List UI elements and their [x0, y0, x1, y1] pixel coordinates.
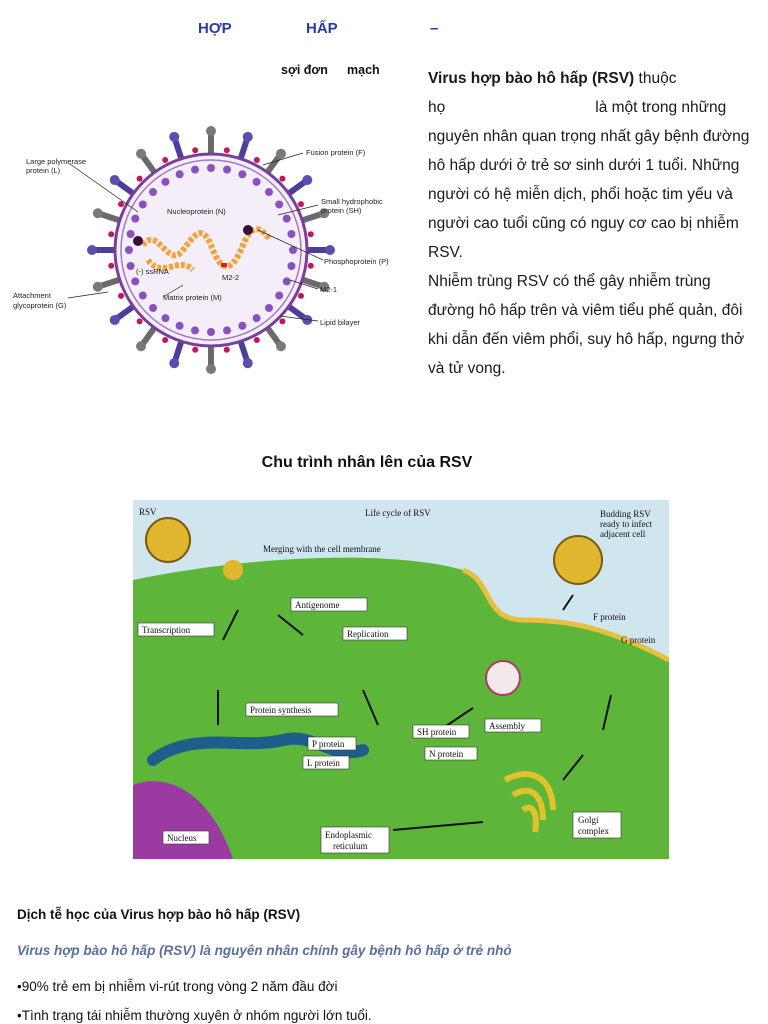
glycoprotein-spike: [267, 328, 279, 344]
label-large-polymerase: Large polymerase: [26, 157, 87, 166]
small-hydrophobic-protein: [254, 157, 260, 163]
matrix-protein-dot: [283, 277, 291, 285]
small-hydrophobic-protein: [108, 231, 114, 237]
matrix-protein-dot: [139, 200, 147, 208]
small-hydrophobic-protein: [118, 201, 124, 207]
rsv-structure-diagram: [8, 120, 398, 382]
glycoprotein-head: [206, 126, 216, 136]
small-hydrophobic-protein: [224, 147, 230, 153]
rsv-particle-left: [146, 518, 190, 562]
glycoprotein-spike: [289, 306, 305, 318]
epidemiology-title: Dịch tễ học của Virus hợp bào hô hấp (RSV): [17, 907, 301, 922]
matrix-protein-dot: [131, 277, 139, 285]
label-er-1: Endoplasmic: [325, 830, 372, 840]
matrix-protein-dot: [176, 322, 184, 330]
glycoprotein-head: [302, 175, 312, 185]
matrix-protein-dot: [176, 170, 184, 178]
label-matrix-protein: Matrix protein (M): [163, 293, 222, 302]
glycoprotein-spike: [143, 156, 155, 172]
label-sh-protein: SH protein: [417, 727, 457, 737]
merging-virion: [223, 560, 243, 580]
glycoprotein-head: [325, 245, 335, 255]
glycoprotein-head: [243, 132, 253, 142]
epidemiology-subtitle: Virus hợp bào hô hấp (RSV) là nguyên nhân chính gây bệnh hô hấp ở trẻ nhỏ: [17, 943, 512, 958]
polymerase-l-dot: [133, 236, 143, 246]
glycoprotein-spike: [101, 280, 120, 286]
intro-p1-rest: là một trong những nguyên nhân quan trọng nhất gây bệnh đường hô hấp dưới ở trẻ sơ sinh dưới 1 tuổi. Những người có hệ miễn dịch, phổi hoặc tim yếu và người cao tuổi cũng có nguy cơ cao bị nhiễm RSV.: [428, 99, 750, 261]
label-antigenome: Antigenome: [295, 600, 340, 610]
glycoprotein-head: [136, 149, 146, 159]
cycle-title: Chu trình nhân lên của RSV: [261, 454, 473, 471]
glycoprotein-head: [169, 358, 179, 368]
header-word-hop: HỢP: [198, 20, 232, 37]
matrix-protein-dot: [191, 166, 199, 174]
label-small-hydrophobic: Small hydrophobic: [321, 197, 383, 206]
label-transcription: Transcription: [142, 625, 191, 635]
intro-paragraph-2: Nhiễm trùng RSV có thể gây nhiễm trùng đường hô hấp trên và viêm tiểu phế quản, đôi khi dẫn đến viêm phổi, suy hô hấp, ngưng thở và tử vong.: [428, 273, 745, 377]
epidemiology-bullet: •Tình trạng tái nhiễm thường xuyên ở nhóm người lớn tuổi.: [17, 1008, 372, 1023]
label-nucleoprotein: Nucleoprotein (N): [167, 207, 226, 216]
label-assembly: Assembly: [489, 721, 525, 731]
label-n-protein: N protein: [429, 749, 464, 759]
matrix-protein-dot: [265, 188, 273, 196]
matrix-protein-dot: [238, 322, 246, 330]
label-attachment-2: glycoprotein (G): [13, 301, 67, 310]
label-p-protein: P protein: [312, 739, 345, 749]
small-hydrophobic-protein: [137, 176, 143, 182]
matrix-protein-dot: [223, 166, 231, 174]
label-large-polymerase-2: protein (L): [26, 166, 61, 175]
small-hydrophobic-protein: [279, 318, 285, 324]
intro-text: [428, 64, 758, 383]
small-hydrophobic-protein: [192, 147, 198, 153]
matrix-protein-dot: [238, 170, 246, 178]
glycoprotein-head: [110, 175, 120, 185]
label-replication: Replication: [347, 629, 389, 639]
label-golgi-2: complex: [578, 826, 609, 836]
small-hydrophobic-protein: [108, 263, 114, 269]
label-attachment: Attachment: [13, 291, 51, 300]
glycoprotein-head: [136, 341, 146, 351]
matrix-protein-dot: [265, 304, 273, 312]
glycoprotein-spike: [117, 306, 133, 318]
small-hydrophobic-protein: [298, 293, 304, 299]
glycoprotein-head: [276, 149, 286, 159]
small-hydrophobic-protein: [308, 263, 314, 269]
small-hydrophobic-protein: [279, 176, 285, 182]
glycoprotein-head: [169, 132, 179, 142]
assembly-virion: [486, 661, 520, 695]
phosphoprotein-dot: [243, 225, 253, 235]
subheader-soi-don: sợi đơn: [281, 63, 328, 77]
matrix-protein-dot: [275, 200, 283, 208]
glycoprotein-spike: [117, 182, 133, 194]
intro-bold-term: Virus hợp bào hô hấp (RSV): [428, 70, 635, 87]
label-budding-1: Budding RSV: [600, 509, 651, 519]
matrix-protein-dot: [275, 292, 283, 300]
matrix-protein-dot: [161, 178, 169, 186]
rsv-particle-budding: [554, 536, 602, 584]
small-hydrophobic-protein: [298, 201, 304, 207]
matrix-protein-dot: [139, 292, 147, 300]
label-rsv: RSV: [139, 507, 157, 517]
glycoprotein-spike: [241, 341, 247, 360]
glycoprotein-spike: [302, 214, 321, 220]
matrix-protein-dot: [223, 326, 231, 334]
small-hydrophobic-protein: [308, 231, 314, 237]
glycoprotein-head: [110, 315, 120, 325]
glycoprotein-spike: [241, 140, 247, 159]
matrix-protein-dot: [127, 262, 135, 270]
label-budding-2: ready to infect: [600, 519, 652, 529]
label-m22: M2-2: [222, 273, 240, 282]
matrix-protein-dot: [191, 326, 199, 334]
matrix-protein-dot: [161, 314, 169, 322]
matrix-protein-dot: [253, 178, 261, 186]
small-hydrophobic-protein: [162, 337, 168, 343]
small-hydrophobic-protein: [162, 157, 168, 163]
glycoprotein-head: [93, 282, 103, 292]
glycoprotein-spike: [267, 156, 279, 172]
label-m21: M2-1: [320, 285, 338, 294]
glycoprotein-head: [206, 364, 216, 374]
label-small-hydrophobic-2: protein (SH): [321, 206, 362, 215]
small-hydrophobic-protein: [118, 293, 124, 299]
glycoprotein-head: [243, 358, 253, 368]
matrix-protein-dot: [207, 164, 215, 172]
label-ssrna: (-) ssRNA: [136, 267, 169, 276]
epidemiology-bullet: •90% trẻ em bị nhiễm vi-rút trong vòng 2 năm đầu đời: [17, 979, 338, 994]
matrix-protein-dot: [287, 262, 295, 270]
glycoprotein-spike: [289, 182, 305, 194]
intro-p1-ho: họ: [428, 99, 446, 116]
header-dash: –: [430, 20, 439, 37]
matrix-protein-dot: [283, 215, 291, 223]
matrix-protein-dot: [149, 304, 157, 312]
label-protein-synthesis: Protein synthesis: [250, 705, 312, 715]
label-l-protein: L protein: [307, 758, 340, 768]
lipid-bilayer-outer: [115, 154, 307, 346]
small-hydrophobic-protein: [137, 318, 143, 324]
matrix-protein-dot: [127, 230, 135, 238]
subheader-mach: mạch: [347, 63, 380, 77]
glycoprotein-spike: [175, 341, 181, 360]
label-er-2: reticulum: [333, 841, 368, 851]
glycoprotein-spike: [143, 328, 155, 344]
matrix-protein-dot: [207, 328, 215, 336]
m22-mark: [221, 263, 227, 267]
label-f-protein: F protein: [593, 612, 626, 622]
small-hydrophobic-protein: [192, 347, 198, 353]
rsv-life-cycle-diagram: [133, 500, 669, 859]
glycoprotein-head: [93, 208, 103, 218]
label-life-cycle: Life cycle of RSV: [365, 508, 431, 518]
intro-paragraph-1: [428, 64, 758, 267]
small-hydrophobic-protein: [224, 347, 230, 353]
matrix-protein-dot: [149, 188, 157, 196]
label-phosphoprotein: Phosphoprotein (P): [324, 257, 389, 266]
glycoprotein-spike: [101, 214, 120, 220]
matrix-protein-dot: [131, 215, 139, 223]
label-g-protein: G protein: [621, 635, 656, 645]
glycoprotein-head: [87, 245, 97, 255]
small-hydrophobic-protein: [254, 337, 260, 343]
matrix-protein-dot: [287, 230, 295, 238]
glycoprotein-spike: [175, 140, 181, 159]
label-merging: Merging with the cell membrane: [263, 544, 381, 554]
glycoprotein-head: [276, 341, 286, 351]
label-budding-3: adjacent cell: [600, 529, 646, 539]
label-fusion-protein: Fusion protein (F): [306, 148, 366, 157]
label-nucleus: Nucleus: [167, 833, 197, 843]
matrix-protein-dot: [253, 314, 261, 322]
label-golgi-1: Golgi: [578, 815, 599, 825]
label-lipid-bilayer: Lipid bilayer: [320, 318, 361, 327]
header-word-hap: HẤP: [306, 20, 338, 37]
matrix-protein-dot: [125, 246, 133, 254]
intro-p1-after: thuộc: [634, 70, 677, 87]
